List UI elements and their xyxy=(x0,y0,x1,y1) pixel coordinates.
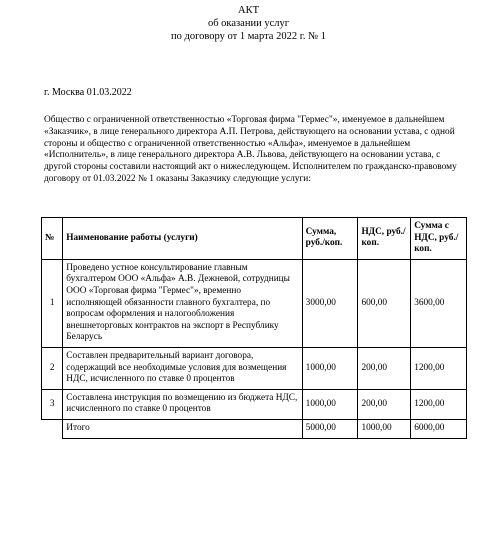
total-total: 6000,00 xyxy=(411,419,467,438)
intro-paragraph: Общество с ограниченной ответственностью «Торговая фирма "Гермес"», именуемое в дальнейшем «Заказчик», в лице генерального директора А.П. Петрова, действующего на основании устава, с одной стороны и общество с ограниченной ответственностью «Альфа», именуемое в дальнейшем «Исполнитель», в лице генерального директора А.В. Львова, действующего на основании устава, с другой стороны составили настоящий акт о нижеследующем. Исполнителем по гражданско-правовому договору от 01.03.2022 № 1 оказаны Заказчику следующие услуги: xyxy=(44,115,457,184)
total-label: Итого xyxy=(63,419,302,438)
row-name: Составлен предварительный вариант договора, содержащий все необходимые условия для возмещения НДС, исчисленного по ставке 0 процентов xyxy=(63,347,302,389)
row-total: 3600,00 xyxy=(411,259,467,347)
row-total: 1200,00 xyxy=(411,389,467,419)
header-sum: Сумма, руб./коп. xyxy=(302,218,358,260)
row-num: 3 xyxy=(42,389,63,419)
row-num: 2 xyxy=(42,347,63,389)
header-total: Сумма с НДС, руб./коп. xyxy=(411,218,467,260)
row-sum: 3000,00 xyxy=(302,259,358,347)
row-vat: 200,00 xyxy=(358,389,411,419)
total-blank-cell xyxy=(42,419,63,438)
table-row xyxy=(42,259,467,347)
row-vat: 600,00 xyxy=(358,259,411,347)
row-name: Проведено устное консультирование главным бухгалтером ООО «Альфа» А.В. Дежневой, сотрудницы ООО «Торговая фирма "Гермес"», временно исполняющей обязанности главного бухгалтера, по вопросам оформления и налогообложения внешнеторговых контрактов на экспорт в Республику Беларусь xyxy=(63,259,302,347)
services-table xyxy=(41,217,467,439)
row-total: 1200,00 xyxy=(411,347,467,389)
place-and-date: г. Москва 01.03.2022 xyxy=(44,87,132,98)
row-sum: 1000,00 xyxy=(302,347,358,389)
header-vat: НДС, руб./коп. xyxy=(358,218,411,260)
row-name: Составлена инструкция по возмещению из бюджета НДС, исчисленного по ставке 0 процентов xyxy=(63,389,302,419)
header-name: Наименование работы (услуги) xyxy=(63,218,302,260)
table-row xyxy=(42,347,467,389)
row-num: 1 xyxy=(42,259,63,347)
document-title: АКТ xyxy=(238,5,259,16)
header-num: № xyxy=(42,218,63,260)
row-sum: 1000,00 xyxy=(302,389,358,419)
table-row xyxy=(42,389,467,419)
total-row xyxy=(42,419,467,438)
contract-reference: по договору от 1 марта 2022 г. № 1 xyxy=(171,31,326,42)
document-subtitle: об оказании услуг xyxy=(207,18,290,29)
total-sum: 5000,00 xyxy=(302,419,358,438)
row-vat: 200,00 xyxy=(358,347,411,389)
total-vat: 1000,00 xyxy=(358,419,411,438)
document-header xyxy=(0,4,497,43)
table-header-row xyxy=(42,218,467,260)
